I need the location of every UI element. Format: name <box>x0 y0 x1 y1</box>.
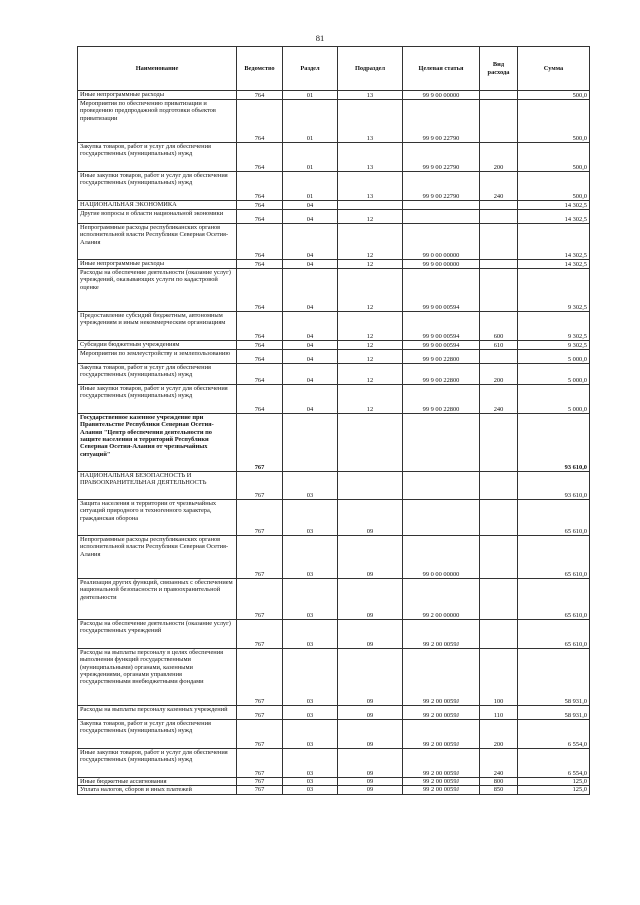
cell-vid: 850 <box>480 786 518 794</box>
table-row <box>78 749 590 778</box>
cell-ved: 767 <box>237 414 283 472</box>
cell-name: Уплата налогов, сборов и иных платежей <box>78 786 237 794</box>
cell-name: Защита населения и территории от чрезвычайных ситуаций природного и техногенного характера, гражданская оборона <box>78 500 237 536</box>
page-number: 81 <box>315 33 325 43</box>
table-row <box>78 786 590 794</box>
cell-ved: 764 <box>237 201 283 210</box>
cell-podrazdel: 13 <box>338 100 403 143</box>
cell-vid <box>480 620 518 649</box>
cell-target: 99 2 00 00000 <box>403 579 480 620</box>
cell-ved: 767 <box>237 620 283 649</box>
cell-razdel: 03 <box>283 500 338 536</box>
table-row <box>78 260 590 269</box>
cell-name: Расходы на обеспечение деятельности (оказание услуг) учреждений, оказывающих услуги по кадастровой оценке <box>78 269 237 312</box>
cell-name: Непрограммные расходы республиканских органов исполнительной власти Республики Северная Осетия-Алания <box>78 536 237 579</box>
cell-name: Закупка товаров, работ и услуг для обеспечения государственных (муниципальных) нужд <box>78 143 237 172</box>
cell-vid: 100 <box>480 649 518 706</box>
cell-ved: 767 <box>237 778 283 786</box>
cell-razdel: 04 <box>283 312 338 341</box>
cell-razdel: 04 <box>283 350 338 364</box>
cell-target: 99 2 00 0059J <box>403 720 480 749</box>
cell-name: Субсидии бюджетным учреждениям <box>78 341 237 350</box>
cell-sum: 93 610,0 <box>518 472 590 500</box>
cell-podrazdel: 13 <box>338 91 403 100</box>
cell-target: 99 2 00 0059J <box>403 786 480 794</box>
cell-sum: 9 302,5 <box>518 341 590 350</box>
cell-sum: 14 302,5 <box>518 260 590 269</box>
cell-ved: 767 <box>237 749 283 778</box>
cell-target <box>403 500 480 536</box>
cell-target <box>403 414 480 472</box>
cell-name: НАЦИОНАЛЬНАЯ ЭКОНОМИКА <box>78 201 237 210</box>
cell-name: Иные закупки товаров, работ и услуг для обеспечения государственных (муниципальных) нужд <box>78 749 237 778</box>
cell-razdel: 03 <box>283 749 338 778</box>
cell-sum: 93 610,0 <box>518 414 590 472</box>
cell-vid <box>480 536 518 579</box>
cell-vid: 240 <box>480 172 518 201</box>
cell-target <box>403 472 480 500</box>
cell-podrazdel: 12 <box>338 260 403 269</box>
cell-razdel: 03 <box>283 706 338 720</box>
cell-vid <box>480 201 518 210</box>
cell-podrazdel: 09 <box>338 620 403 649</box>
cell-vid <box>480 472 518 500</box>
header-podrazdel: Подраздел <box>338 47 403 91</box>
cell-sum: 500,0 <box>518 91 590 100</box>
cell-sum: 5 000,0 <box>518 385 590 414</box>
table-row <box>78 312 590 341</box>
cell-name: Закупка товаров, работ и услуг для обеспечения государственных (муниципальных) нужд <box>78 364 237 385</box>
cell-vid <box>480 500 518 536</box>
table-row <box>78 620 590 649</box>
cell-podrazdel: 09 <box>338 720 403 749</box>
cell-podrazdel: 13 <box>338 143 403 172</box>
cell-podrazdel: 09 <box>338 786 403 794</box>
cell-target: 99 9 00 22790 <box>403 172 480 201</box>
cell-ved: 764 <box>237 224 283 260</box>
cell-razdel: 03 <box>283 786 338 794</box>
cell-target: 99 9 00 22790 <box>403 100 480 143</box>
cell-target: 99 2 00 0059J <box>403 620 480 649</box>
table-row <box>78 269 590 312</box>
cell-vid: 240 <box>480 385 518 414</box>
cell-name: Расходы на выплаты персоналу в целях обеспечения выполнения функций государственными (муниципальными) органами, казенными учреждениями, органами управления государственными внебюджетными фондами <box>78 649 237 706</box>
cell-name: Мероприятия по обеспечению приватизации и проведению предпродажной подготовки объектов приватизации <box>78 100 237 143</box>
table-row <box>78 720 590 749</box>
cell-ved: 764 <box>237 269 283 312</box>
cell-podrazdel: 09 <box>338 778 403 786</box>
cell-sum: 6 554,0 <box>518 749 590 778</box>
cell-ved: 767 <box>237 500 283 536</box>
cell-podrazdel <box>338 472 403 500</box>
header-target: Целевая статья <box>403 47 480 91</box>
cell-podrazdel: 09 <box>338 500 403 536</box>
cell-sum: 500,0 <box>518 143 590 172</box>
cell-podrazdel: 09 <box>338 649 403 706</box>
cell-ved: 767 <box>237 649 283 706</box>
cell-razdel: 04 <box>283 210 338 224</box>
cell-vid <box>480 579 518 620</box>
cell-vid <box>480 224 518 260</box>
cell-target: 99 9 00 00000 <box>403 260 480 269</box>
cell-podrazdel: 12 <box>338 350 403 364</box>
cell-vid: 200 <box>480 143 518 172</box>
cell-sum: 5 000,0 <box>518 364 590 385</box>
cell-ved: 767 <box>237 536 283 579</box>
cell-sum: 14 302,5 <box>518 201 590 210</box>
cell-sum: 9 302,5 <box>518 269 590 312</box>
cell-ved: 767 <box>237 720 283 749</box>
cell-name: Иные непрограммные расходы <box>78 91 237 100</box>
cell-razdel: 03 <box>283 472 338 500</box>
cell-podrazdel: 12 <box>338 224 403 260</box>
cell-razdel: 01 <box>283 143 338 172</box>
table-row <box>78 341 590 350</box>
cell-razdel <box>283 414 338 472</box>
cell-podrazdel: 12 <box>338 269 403 312</box>
cell-podrazdel: 12 <box>338 341 403 350</box>
cell-sum: 14 302,5 <box>518 210 590 224</box>
cell-sum: 125,0 <box>518 778 590 786</box>
header-ved: Ведомство <box>237 47 283 91</box>
cell-vid: 110 <box>480 706 518 720</box>
cell-ved: 764 <box>237 172 283 201</box>
cell-podrazdel <box>338 414 403 472</box>
table-row <box>78 143 590 172</box>
cell-vid <box>480 414 518 472</box>
table-row <box>78 172 590 201</box>
cell-sum: 9 302,5 <box>518 312 590 341</box>
cell-ved: 764 <box>237 364 283 385</box>
cell-sum: 65 610,0 <box>518 579 590 620</box>
cell-vid: 610 <box>480 341 518 350</box>
cell-razdel: 03 <box>283 536 338 579</box>
budget-table <box>77 46 590 795</box>
cell-razdel: 03 <box>283 620 338 649</box>
cell-razdel: 04 <box>283 260 338 269</box>
cell-podrazdel: 09 <box>338 536 403 579</box>
cell-name: Непрограммные расходы республиканских органов исполнительной власти Республики Северная Осетия-Алания <box>78 224 237 260</box>
cell-target <box>403 210 480 224</box>
cell-ved: 764 <box>237 341 283 350</box>
cell-target: 99 9 00 00594 <box>403 341 480 350</box>
cell-name: Расходы на выплаты персоналу казенных учреждений <box>78 706 237 720</box>
table-row <box>78 100 590 143</box>
cell-razdel: 01 <box>283 91 338 100</box>
cell-sum: 65 610,0 <box>518 620 590 649</box>
cell-ved: 767 <box>237 579 283 620</box>
cell-ved: 767 <box>237 786 283 794</box>
table-row <box>78 649 590 706</box>
cell-sum: 500,0 <box>518 172 590 201</box>
table-row <box>78 472 590 500</box>
table-row <box>78 210 590 224</box>
cell-target <box>403 201 480 210</box>
cell-podrazdel: 09 <box>338 706 403 720</box>
cell-razdel: 01 <box>283 172 338 201</box>
cell-ved: 764 <box>237 312 283 341</box>
cell-vid: 240 <box>480 749 518 778</box>
cell-podrazdel: 12 <box>338 210 403 224</box>
cell-name: НАЦИОНАЛЬНАЯ БЕЗОПАСНОСТЬ И ПРАВООХРАНИТЕЛЬНАЯ ДЕЯТЕЛЬНОСТЬ <box>78 472 237 500</box>
cell-sum: 125,0 <box>518 786 590 794</box>
cell-podrazdel: 09 <box>338 749 403 778</box>
cell-sum: 500,0 <box>518 100 590 143</box>
cell-sum: 6 554,0 <box>518 720 590 749</box>
cell-ved: 767 <box>237 472 283 500</box>
cell-ved: 764 <box>237 91 283 100</box>
cell-name: Мероприятия по землеустройству и землепользованию <box>78 350 237 364</box>
cell-name: Иные закупки товаров, работ и услуг для обеспечения государственных (муниципальных) нужд <box>78 385 237 414</box>
cell-name: Иные бюджетные ассигнования <box>78 778 237 786</box>
cell-sum: 58 931,0 <box>518 706 590 720</box>
cell-name: Иные непрограммные расходы <box>78 260 237 269</box>
cell-name: Закупка товаров, работ и услуг для обеспечения государственных (муниципальных) нужд <box>78 720 237 749</box>
cell-ved: 767 <box>237 706 283 720</box>
cell-target: 99 0 00 00000 <box>403 536 480 579</box>
cell-vid <box>480 100 518 143</box>
table-row <box>78 224 590 260</box>
header-vid: Вид расхода <box>480 47 518 91</box>
cell-vid <box>480 210 518 224</box>
cell-razdel: 04 <box>283 364 338 385</box>
table-row <box>78 536 590 579</box>
cell-ved: 764 <box>237 100 283 143</box>
table-body <box>78 91 590 795</box>
cell-vid: 200 <box>480 364 518 385</box>
cell-razdel: 03 <box>283 649 338 706</box>
cell-sum: 65 610,0 <box>518 500 590 536</box>
cell-sum: 65 610,0 <box>518 536 590 579</box>
cell-target: 99 9 00 22800 <box>403 364 480 385</box>
cell-target: 99 9 00 22800 <box>403 385 480 414</box>
cell-ved: 764 <box>237 210 283 224</box>
cell-podrazdel: 12 <box>338 364 403 385</box>
cell-name: Государственное казенное учреждение при Правительстве Республики Северная Осетия-Алания "Центр обеспечения деятельности по защите населения и территорий Республики Северная Осетия-Алания от чрезвычайных ситуаций" <box>78 414 237 472</box>
cell-vid <box>480 260 518 269</box>
cell-razdel: 01 <box>283 100 338 143</box>
cell-target: 99 9 00 00594 <box>403 312 480 341</box>
cell-podrazdel: 12 <box>338 385 403 414</box>
cell-target: 99 2 00 0059J <box>403 778 480 786</box>
table-row <box>78 579 590 620</box>
cell-ved: 764 <box>237 143 283 172</box>
cell-razdel: 03 <box>283 778 338 786</box>
cell-razdel: 04 <box>283 224 338 260</box>
cell-vid <box>480 91 518 100</box>
cell-podrazdel: 09 <box>338 579 403 620</box>
cell-target: 99 9 00 00000 <box>403 91 480 100</box>
table-row <box>78 778 590 786</box>
cell-vid: 800 <box>480 778 518 786</box>
cell-ved: 764 <box>237 385 283 414</box>
cell-name: Другие вопросы в области национальной экономики <box>78 210 237 224</box>
cell-name: Реализация других функций, связанных с обеспечением национальной безопасности и правоохранительной деятельности <box>78 579 237 620</box>
table-row <box>78 201 590 210</box>
cell-razdel: 04 <box>283 269 338 312</box>
cell-razdel: 04 <box>283 201 338 210</box>
table-row <box>78 350 590 364</box>
cell-podrazdel: 12 <box>338 312 403 341</box>
cell-sum: 5 000,0 <box>518 350 590 364</box>
cell-sum: 58 931,0 <box>518 649 590 706</box>
table-row <box>78 364 590 385</box>
cell-name: Иные закупки товаров, работ и услуг для обеспечения государственных (муниципальных) нужд <box>78 172 237 201</box>
table-row <box>78 706 590 720</box>
cell-target: 99 0 00 00000 <box>403 224 480 260</box>
table-row <box>78 91 590 100</box>
cell-name: Расходы на обеспечение деятельности (оказание услуг) государственных учреждений <box>78 620 237 649</box>
header-sum: Сумма <box>518 47 590 91</box>
table-row <box>78 414 590 472</box>
cell-razdel: 03 <box>283 720 338 749</box>
cell-podrazdel <box>338 201 403 210</box>
cell-target: 99 9 00 00594 <box>403 269 480 312</box>
cell-razdel: 04 <box>283 385 338 414</box>
cell-name: Предоставление субсидий бюджетным, автономным учреждениям и иным некоммерческим организациям <box>78 312 237 341</box>
cell-razdel: 03 <box>283 579 338 620</box>
cell-ved: 764 <box>237 260 283 269</box>
cell-target: 99 2 00 0059J <box>403 649 480 706</box>
cell-target: 99 9 00 22790 <box>403 143 480 172</box>
cell-vid: 600 <box>480 312 518 341</box>
cell-target: 99 2 00 0059J <box>403 706 480 720</box>
cell-vid: 200 <box>480 720 518 749</box>
cell-vid <box>480 350 518 364</box>
cell-podrazdel: 13 <box>338 172 403 201</box>
table-header-row <box>78 47 590 91</box>
cell-ved: 764 <box>237 350 283 364</box>
cell-razdel: 04 <box>283 341 338 350</box>
header-name: Наименование <box>78 47 237 91</box>
cell-target: 99 2 00 0059J <box>403 749 480 778</box>
cell-sum: 14 302,5 <box>518 224 590 260</box>
header-razdel: Раздел <box>283 47 338 91</box>
cell-target: 99 9 00 22800 <box>403 350 480 364</box>
table-row <box>78 385 590 414</box>
cell-vid <box>480 269 518 312</box>
table-row <box>78 500 590 536</box>
